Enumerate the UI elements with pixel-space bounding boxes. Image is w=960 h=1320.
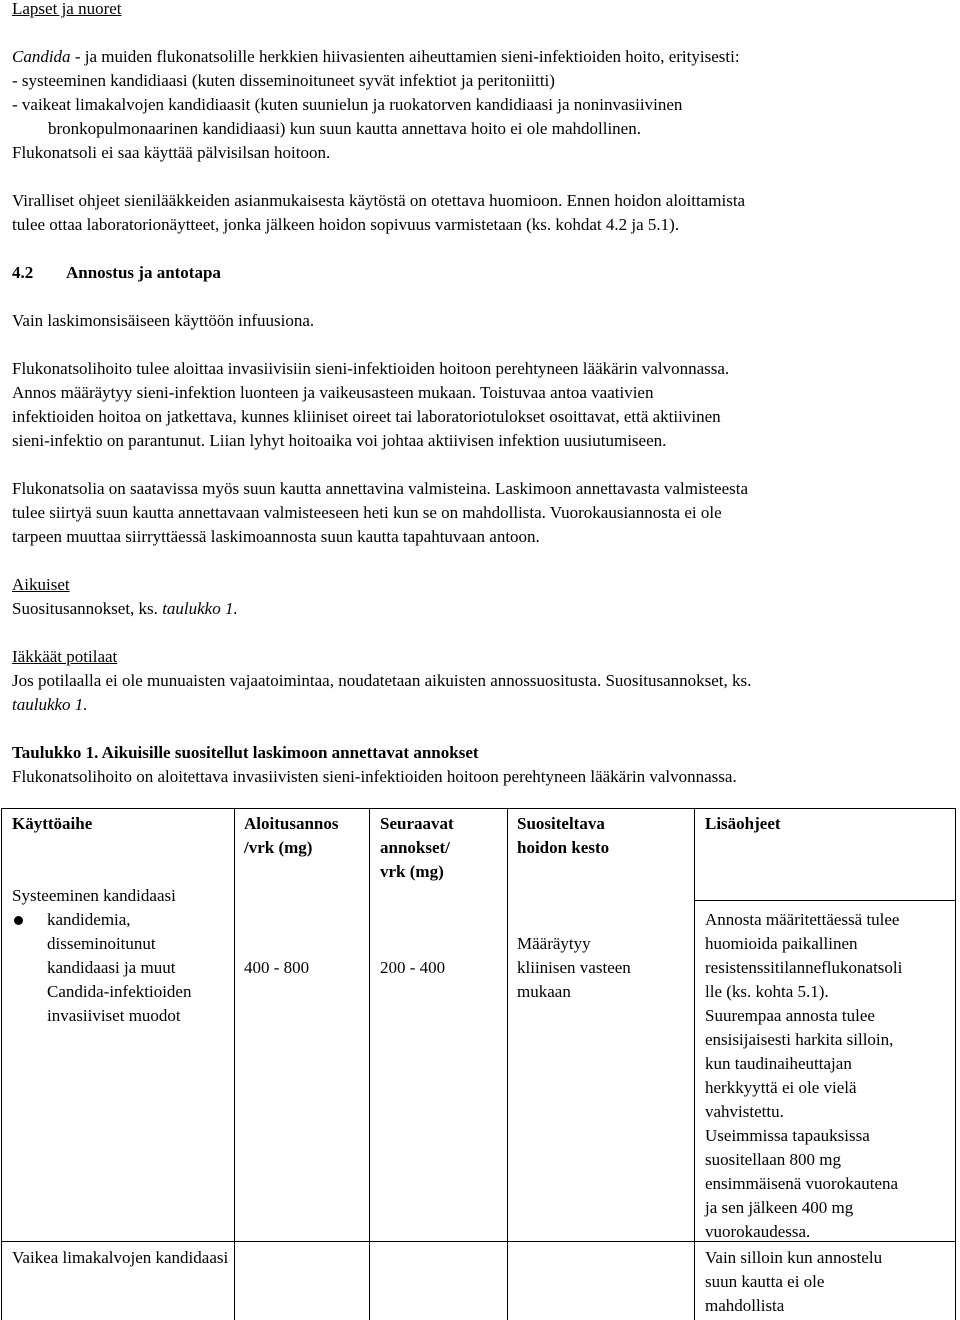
- section-42-heading: [12, 261, 221, 285]
- bullet-icon: [14, 916, 23, 925]
- row-indication-title: Systeeminen kandidaasi: [12, 886, 176, 905]
- guidelines-line: tulee ottaa laboratorionäytteet, jonka jälkeen hoidon sopivuus varmistetaan (ks. kohdat 4.2 ja 5.1).: [12, 215, 680, 234]
- treatment-line: Flukonatsolihoito tulee aloittaa invasiivisiin sieni-infektioiden hoitoon perehtyneen lääkärin valvonnassa.: [12, 359, 730, 378]
- table-header-cell: Suositeltava hoidon kesto: [517, 814, 610, 857]
- infusion-note: Vain laskimonsisäiseen käyttöön infuusiona.: [12, 311, 315, 330]
- section-42-number: 4.2: [12, 263, 34, 282]
- restriction-note: Flukonatsoli ei saa käyttää pälvisilsan hoitoon.: [12, 143, 331, 162]
- table-title: Taulukko 1. Aikuisille suositellut laskimoon annettavat annokset: [12, 743, 479, 762]
- adults-table-ref: taulukko 1.: [162, 599, 238, 618]
- indication-intro-italic: Candida: [12, 47, 71, 66]
- indication-intro: [12, 45, 740, 69]
- table-col-divider: [694, 808, 695, 1320]
- indication-item: - vaikeat limakalvojen kandidiaasit (kuten suunielun ja ruokatorven kandidiaasi ja noninvasiivinen: [12, 95, 683, 114]
- oral-line: Flukonatsolia on saatavissa myös suun kautta annettavina valmisteina. Laskimoon annettavasta valmisteesta: [12, 479, 749, 498]
- table-header-cell: Seuraavat annokset/ vrk (mg): [380, 814, 454, 881]
- notes-cell: Annosta määritettäessä tulee huomioida paikallinen resistenssitilanneflukonatsoli lle (ks. kohta 5.1). Suurempaa annosta tulee ensisijaisesti harkita silloin, kun taudinaiheuttajan herkkyyttä ei ole vielä vahvistettu. Useimmissa tapauksissa suositellaan 800 mg ensimmäisenä vuorokautena ja sen jälkeen 400 mg vuorokaudessa.: [705, 910, 903, 1241]
- section-42-title: Annostus ja antotapa: [66, 263, 221, 282]
- elderly-text: Jos potilaalla ei ole munuaisten vajaatoimintaa, noudatetaan aikuisten annossuositusta. Suositusannokset, ks.: [12, 671, 752, 690]
- table-top-border: [1, 808, 956, 809]
- oral-line: tulee siirtyä suun kautta annettavaan valmisteeseen heti kun se on mahdollista. Vuorokausiannosta ei ole: [12, 503, 722, 522]
- elderly-heading: Iäkkäät potilaat: [12, 647, 118, 666]
- oral-line: tarpeen muuttaa siirryttäessä laskimoannosta suun kautta tapahtuvaan antoon.: [12, 527, 540, 546]
- row-indication-bullet: kandidemia, disseminoitunut kandidaasi ja muut Candida-infektioiden invasiiviset muodot: [47, 910, 192, 1025]
- row-divider: [1, 1241, 956, 1242]
- treatment-line: sieni-infektio on parantunut. Liian lyhyt hoitoaika voi johtaa aktiivisen infektion uusiutumiseen.: [12, 431, 667, 450]
- table-col-divider: [369, 808, 370, 1320]
- table-border-right: [955, 808, 956, 1320]
- adults-text: [12, 597, 238, 621]
- section-heading-children: Lapset ja nuoret: [12, 0, 122, 18]
- table-col-divider: [507, 808, 508, 1320]
- table-header-cell: Aloitusannos /vrk (mg): [244, 814, 339, 857]
- dosage-table: [0, 808, 960, 1320]
- subsequent-dose-cell: 200 - 400: [380, 958, 446, 977]
- notes-cell: Vain silloin kun annostelu suun kautta ei ole mahdollista: [705, 1248, 883, 1315]
- treatment-line: infektioiden hoitoa on jatkettava, kunnes kliiniset oireet tai laboratoriotulokset osoittavat, että aktiivinen: [12, 407, 721, 426]
- indication-item: bronkopulmonaarinen kandidiaasi) kun suun kautta annettava hoito ei ole mahdollinen.: [48, 119, 641, 138]
- table-subtitle: Flukonatsolihoito on aloitettava invasiivisten sieni-infektioiden hoitoon perehtyneen lääkärin valvonnassa.: [12, 767, 737, 786]
- guidelines-line: Viralliset ohjeet sienilääkkeiden asianmukaisesta käytöstä on otettava huomioon. Ennen hoidon aloittamista: [12, 191, 746, 210]
- duration-cell: Määräytyy kliinisen vasteen mukaan: [517, 934, 631, 1001]
- table-col-divider: [234, 808, 235, 1320]
- notes-divider: [695, 900, 955, 901]
- treatment-line: Annos määräytyy sieni-infektion luonteen ja vaikeusasteen mukaan. Toistuvaa antoa vaativien: [12, 383, 654, 402]
- adults-text-body: Suositusannokset, ks.: [12, 599, 158, 618]
- row-indication-title: Vaikea limakalvojen kandidaasi: [12, 1248, 229, 1267]
- elderly-table-ref: taulukko 1.: [12, 695, 88, 714]
- table-border-left: [1, 808, 2, 1320]
- table-header-cell: Lisäohjeet: [705, 814, 781, 833]
- adults-heading: Aikuiset: [12, 575, 70, 594]
- indication-item: - systeeminen kandidiaasi (kuten disseminoituneet syvät infektiot ja peritoniitti): [12, 71, 555, 90]
- indication-intro-rest: - ja muiden flukonatsolille herkkien hiivasienten aiheuttamien sieni-infektioiden hoito, erityisesti:: [74, 47, 740, 66]
- initial-dose-cell: 400 - 800: [244, 958, 310, 977]
- table-header-cell: Käyttöaihe: [12, 814, 93, 833]
